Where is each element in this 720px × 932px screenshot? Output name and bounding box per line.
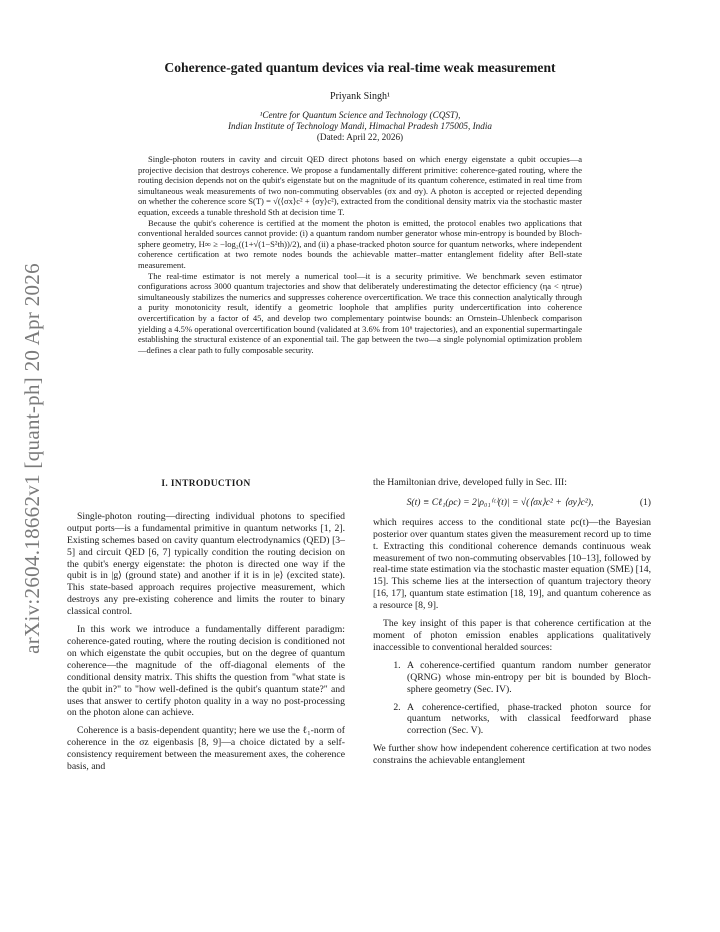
conditional-state-paragraph: which requires access to the conditional state ρc(t)—the Bayesian posterior over quantum states given the measurement record up to time t. Extracting this conditional coherence demands continuous weak measurement of two non-commuting observables [10–13], followed by real-time state estimation via the stochastic master equation (SME) [14, 15]. This scheme lies at the intersection of quantum trajectory theory [16, 17], quantum state estimation [18, 19], and quantum coherence as a resource [8, 9].	[373, 516, 651, 612]
intro-paragraph-2: In this work we introduce a fundamentally different paradigm: coherence-gated routing, where the routing decision is conditioned not on which eigenstate the qubit occupies, but on the degree of quantum coherence—the magnitude of the off-diagonal elements of the conditional density matrix. This shifts the question from "what state is the qubit in?" to "how well-defined is the qubit's quantum state?" and uses that answer to certify photon quality in a way no post-processing on the photon alone can achieve.	[67, 624, 345, 719]
equation-1-number: (1)	[639, 496, 651, 508]
right-column-intro-line: the Hamiltonian drive, developed fully in Sec. III:	[373, 477, 567, 488]
paper-title: Coherence-gated quantum devices via real-time weak measurement	[164, 60, 556, 75]
applications-list	[373, 660, 651, 737]
arxiv-identifier-stamp	[14, 238, 50, 678]
list-item: 2. A coherence-certified, phase-tracked photon source for quantum networks, with classical feedforward phase correction (Sec. V).	[403, 702, 651, 738]
section-heading-introduction: I. INTRODUCTION	[161, 479, 251, 489]
key-insight-paragraph: The key insight of this paper is that coherence certification at the moment of photon emission enables applications qualitatively inaccessible to conventional heralded sources:	[373, 618, 651, 653]
dated-line: (Dated: April 22, 2026)	[316, 132, 404, 142]
paper-author: Priyank Singh¹	[330, 91, 390, 102]
right-column	[373, 477, 651, 773]
affiliation-line-1: ¹Centre for Quantum Science and Technology (CQST),	[259, 110, 461, 120]
intro-paragraph-3: Coherence is a basis-dependent quantity; here we use the ℓ₁-norm of coherence in the σz eigenbasis [8, 9]—a choice dictated by a self-consistency requirement between the measurement axes, the coherence basis, and	[67, 725, 345, 773]
abstract	[138, 154, 582, 355]
abstract-paragraph-2: Because the qubit's coherence is certified at the moment the photon is emitted, the protocol enables two applications that conventional heralded sources cannot provide: (i) a quantum random number generator whose min-entropy is bounded by Bloch-sphere geometry, H∞ ≥ −log₂((1+√(1−S²th))/2), and (ii) a phase-tracked photon source for quantum networks, where independent coherence certification at two remote nodes bounds the achievable matter–matter entanglement fidelity after Bell-state measurement.	[138, 217, 582, 270]
equation-1	[373, 497, 651, 509]
list-item: 1. A coherence-certified quantum random number generator (QRNG) whose min-entropy per bit is bounded by Bloch-sphere geometry (Sec. IV).	[403, 660, 651, 696]
intro-paragraph-1: Single-photon routing—directing individual photons to specified output ports—is a fundamental primitive in quantum networks [1, 2]. Existing schemes based on cavity quantum electrodynamics (QED) [3–5] and circuit QED [6, 7] typically condition the routing decision on the qubit's energy eigenstate: the photon is directed one way if the qubit is in |g⟩ (ground state) and another if it is in |e⟩ (excited state). This state-based approach requires projective measurement, which destroys any pre-existing coherence and limits the router to binary classical control.	[67, 510, 345, 618]
abstract-paragraph-1: Single-photon routers in cavity and circuit QED direct photons based on which energy eigenstate a qubit occupies—a projective decision that destroys coherence. We propose a fundamentally different primitive: coherence-gated routing, where the routing decision depends not on the qubit's eigenstate but on the magnitude of its quantum coherence, estimated in real time from simultaneous weak measurements of two non-commuting observables (σx and σy). A photon is accepted or rejected depending on whether the coherence score S(T) = √(⟨σx⟩c² + ⟨σy⟩c²), extracted from the conditional density matrix via the stochastic master equation, exceeds a tunable threshold Sth at decision time T.	[138, 154, 582, 217]
abstract-paragraph-3: The real-time estimator is not merely a numerical tool—it is a security primitive. We benchmark seven estimator configurations across 3000 quantum trajectories and show that deliberately underestimating the detector efficiency (ηa < ηtrue) simultaneously stabilizes the numerics and suppresses coherence overcertification. We trace this connection analytically through a purity monotonicity result, identify a geometric loophole that amplifies purity undercertification into coherence overcertification by a factor of 45, and develop two complementary pointwise bounds: an Ornstein–Uhlenbeck comparison yielding a 4.5% operational overcertification bound (validated at 3.6% from 10⁶ trajectories), and an exponential supermartingale establishing the structural existence of an exponential tail. The gap between the two—a single polynomial optimization problem—defines a clear path to fully composable security.	[138, 270, 582, 355]
arxiv-identifier-text: arXiv:2604.18662v1 [quant-ph] 20 Apr 2026	[19, 262, 44, 654]
author-affiliation	[110, 110, 610, 143]
left-column	[67, 477, 345, 779]
entanglement-paragraph: We further show how independent coherence certification at two nodes constrains the achievable entanglement	[373, 743, 651, 767]
equation-1-formula: S(t) ≡ Cℓ₁(ρc) = 2|ρ₀₁⁽ᶜ⁾(t)| = √(⟨σx⟩c² + ⟨σy⟩c²),	[406, 496, 594, 508]
affiliation-line-2: Indian Institute of Technology Mandi, Himachal Pradesh 175005, India	[227, 121, 493, 131]
